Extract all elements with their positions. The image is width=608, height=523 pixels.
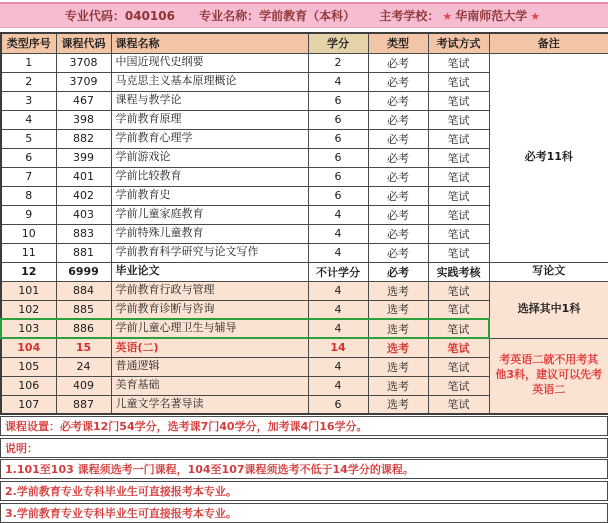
remark-cell: 写论文 bbox=[489, 262, 608, 281]
type-cell: 选考 bbox=[368, 281, 428, 300]
notes-list bbox=[0, 459, 608, 523]
code-cell: 24 bbox=[56, 357, 111, 376]
code-cell: 883 bbox=[56, 224, 111, 243]
column-header-1: 类型序号 bbox=[1, 33, 56, 53]
code-cell: 15 bbox=[56, 338, 111, 357]
code-cell: 886 bbox=[56, 319, 111, 338]
remark-cell: 必考11科 bbox=[489, 53, 608, 262]
code-cell: 3709 bbox=[56, 72, 111, 91]
column-header-3: 课程名称 bbox=[111, 33, 308, 53]
code-cell: 403 bbox=[56, 205, 111, 224]
seq-cell: 105 bbox=[1, 357, 56, 376]
seq-cell: 8 bbox=[1, 186, 56, 205]
credits-cell: 4 bbox=[308, 243, 368, 262]
credits-cell: 4 bbox=[308, 300, 368, 319]
code-cell: 884 bbox=[56, 281, 111, 300]
column-header-4: 学分 bbox=[308, 33, 368, 53]
exam-cell: 笔试 bbox=[428, 148, 489, 167]
credits-cell: 4 bbox=[308, 224, 368, 243]
school-label: 主考学校： bbox=[379, 9, 440, 23]
seq-cell: 12 bbox=[1, 262, 56, 281]
name-cell: 学前教育心理学 bbox=[111, 129, 308, 148]
credits-cell: 6 bbox=[308, 167, 368, 186]
name-cell: 学前儿童心理卫生与辅导 bbox=[111, 319, 308, 338]
name-cell: 儿童文学名著导读 bbox=[111, 395, 308, 414]
code-cell: 467 bbox=[56, 91, 111, 110]
major-name: 专业名称：学前教育（本科） bbox=[199, 9, 356, 23]
type-cell: 必考 bbox=[368, 72, 428, 91]
exam-cell: 笔试 bbox=[428, 72, 489, 91]
credits-cell: 4 bbox=[308, 205, 368, 224]
code-cell: 401 bbox=[56, 167, 111, 186]
exam-cell: 笔试 bbox=[428, 224, 489, 243]
seq-cell: 1 bbox=[1, 53, 56, 72]
type-cell: 必考 bbox=[368, 262, 428, 281]
course-row-1[interactable] bbox=[1, 53, 608, 72]
column-header-7: 备注 bbox=[489, 33, 608, 53]
seq-cell: 7 bbox=[1, 167, 56, 186]
exam-cell: 笔试 bbox=[428, 53, 489, 72]
type-cell: 必考 bbox=[368, 224, 428, 243]
type-cell: 必考 bbox=[368, 167, 428, 186]
exam-cell: 笔试 bbox=[428, 91, 489, 110]
exam-cell: 笔试 bbox=[428, 129, 489, 148]
credits-cell: 6 bbox=[308, 129, 368, 148]
type-cell: 选考 bbox=[368, 300, 428, 319]
name-cell: 学前教育史 bbox=[111, 186, 308, 205]
seq-cell: 106 bbox=[1, 376, 56, 395]
type-cell: 选考 bbox=[368, 319, 428, 338]
type-cell: 选考 bbox=[368, 376, 428, 395]
name-cell: 毕业论文 bbox=[111, 262, 308, 281]
type-cell: 必考 bbox=[368, 110, 428, 129]
table-header bbox=[1, 33, 608, 53]
course-row-104[interactable] bbox=[1, 338, 608, 357]
seq-cell: 5 bbox=[1, 129, 56, 148]
seq-cell: 104 bbox=[1, 338, 56, 357]
seq-cell: 11 bbox=[1, 243, 56, 262]
type-cell: 选考 bbox=[368, 338, 428, 357]
header-row bbox=[1, 33, 608, 53]
title-bar bbox=[0, 2, 608, 28]
name-cell: 学前比较教育 bbox=[111, 167, 308, 186]
credits-cell: 6 bbox=[308, 395, 368, 414]
course-row-101[interactable] bbox=[1, 281, 608, 300]
note-line-2: 2.学前教育专业专科毕业生可直接报考本专业。 bbox=[0, 481, 608, 501]
exam-cell: 笔试 bbox=[428, 205, 489, 224]
credits-cell: 4 bbox=[308, 72, 368, 91]
type-cell: 必考 bbox=[368, 91, 428, 110]
exam-school bbox=[379, 9, 543, 23]
type-cell: 选考 bbox=[368, 395, 428, 414]
type-cell: 必考 bbox=[368, 243, 428, 262]
exam-cell: 笔试 bbox=[428, 300, 489, 319]
name-cell: 学前教育诊断与咨询 bbox=[111, 300, 308, 319]
remark-cell: 考英语二就不用考其他3科，建议可以先考英语二 bbox=[489, 338, 608, 414]
name-cell: 美育基础 bbox=[111, 376, 308, 395]
exam-cell: 笔试 bbox=[428, 395, 489, 414]
credits-cell: 6 bbox=[308, 186, 368, 205]
name-cell: 学前游戏论 bbox=[111, 148, 308, 167]
course-setup-line: 课程设置：必考课12门54学分，选考课7门40学分，加考课4门16学分。 bbox=[0, 416, 608, 436]
credits-cell: 6 bbox=[308, 148, 368, 167]
type-cell: 必考 bbox=[368, 148, 428, 167]
code-cell: 398 bbox=[56, 110, 111, 129]
code-cell: 402 bbox=[56, 186, 111, 205]
notes-title-line: 说明： bbox=[0, 438, 608, 458]
seq-cell: 9 bbox=[1, 205, 56, 224]
credits-cell: 6 bbox=[308, 110, 368, 129]
exam-cell: 笔试 bbox=[428, 186, 489, 205]
credits-cell: 不计学分 bbox=[308, 262, 368, 281]
name-cell: 普通逻辑 bbox=[111, 357, 308, 376]
name-cell: 学前特殊儿童教育 bbox=[111, 224, 308, 243]
code-cell: 6999 bbox=[56, 262, 111, 281]
note-line-1: 1.101至103 课程须选考一门课程，104至107课程须选考不低于14学分的课程。 bbox=[0, 459, 608, 479]
exam-cell: 笔试 bbox=[428, 167, 489, 186]
table-body bbox=[1, 53, 608, 414]
name-cell: 学前教育原理 bbox=[111, 110, 308, 129]
exam-cell: 实践考核 bbox=[428, 262, 489, 281]
exam-cell: 笔试 bbox=[428, 319, 489, 338]
credits-cell: 4 bbox=[308, 319, 368, 338]
credits-cell: 14 bbox=[308, 338, 368, 357]
course-table bbox=[0, 32, 608, 415]
credits-cell: 4 bbox=[308, 357, 368, 376]
column-header-2: 课程代码 bbox=[56, 33, 111, 53]
seq-cell: 3 bbox=[1, 91, 56, 110]
course-row-12[interactable] bbox=[1, 262, 608, 281]
name-cell: 英语(二) bbox=[111, 338, 308, 357]
seq-cell: 4 bbox=[1, 110, 56, 129]
type-cell: 选考 bbox=[368, 357, 428, 376]
seq-cell: 2 bbox=[1, 72, 56, 91]
star-icon: ★ bbox=[530, 10, 541, 23]
exam-cell: 笔试 bbox=[428, 110, 489, 129]
note-line-3: 3.学前教育专业专科毕业生可直接报考本专业。 bbox=[0, 503, 608, 523]
remark-cell: 选择其中1科 bbox=[489, 281, 608, 338]
major-code: 专业代码：040106 bbox=[64, 9, 175, 23]
name-cell: 学前教育行政与管理 bbox=[111, 281, 308, 300]
code-cell: 887 bbox=[56, 395, 111, 414]
exam-cell: 笔试 bbox=[428, 281, 489, 300]
column-header-5: 类型 bbox=[368, 33, 428, 53]
type-cell: 必考 bbox=[368, 129, 428, 148]
course-plan-page bbox=[0, 2, 608, 520]
exam-cell: 笔试 bbox=[428, 243, 489, 262]
type-cell: 必考 bbox=[368, 205, 428, 224]
exam-cell: 笔试 bbox=[428, 376, 489, 395]
credits-cell: 2 bbox=[308, 53, 368, 72]
column-header-6: 考试方式 bbox=[428, 33, 489, 53]
seq-cell: 102 bbox=[1, 300, 56, 319]
star-icon: ★ bbox=[442, 10, 453, 23]
code-cell: 3708 bbox=[56, 53, 111, 72]
code-cell: 881 bbox=[56, 243, 111, 262]
code-cell: 885 bbox=[56, 300, 111, 319]
seq-cell: 107 bbox=[1, 395, 56, 414]
name-cell: 中国近现代史纲要 bbox=[111, 53, 308, 72]
name-cell: 学前教育科学研究与论文写作 bbox=[111, 243, 308, 262]
seq-cell: 10 bbox=[1, 224, 56, 243]
credits-cell: 4 bbox=[308, 376, 368, 395]
type-cell: 必考 bbox=[368, 53, 428, 72]
name-cell: 马克思主义基本原理概论 bbox=[111, 72, 308, 91]
name-cell: 课程与教学论 bbox=[111, 91, 308, 110]
code-cell: 399 bbox=[56, 148, 111, 167]
code-cell: 409 bbox=[56, 376, 111, 395]
exam-cell: 笔试 bbox=[428, 338, 489, 357]
type-cell: 必考 bbox=[368, 186, 428, 205]
seq-cell: 103 bbox=[1, 319, 56, 338]
exam-cell: 笔试 bbox=[428, 357, 489, 376]
footer-notes bbox=[0, 416, 608, 523]
seq-cell: 6 bbox=[1, 148, 56, 167]
seq-cell: 101 bbox=[1, 281, 56, 300]
credits-cell: 6 bbox=[308, 91, 368, 110]
credits-cell: 4 bbox=[308, 281, 368, 300]
school-name: 华南师范大学 bbox=[455, 9, 528, 23]
name-cell: 学前儿童家庭教育 bbox=[111, 205, 308, 224]
code-cell: 882 bbox=[56, 129, 111, 148]
